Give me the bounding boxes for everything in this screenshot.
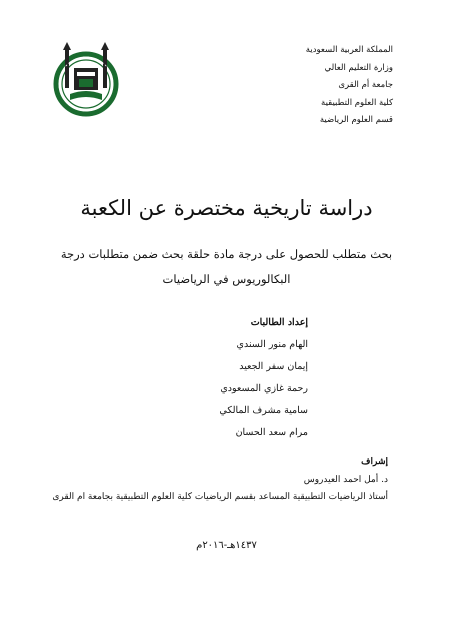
header-line-college: كلية العلوم التطبيقية	[321, 97, 393, 108]
university-logo	[52, 42, 120, 122]
description-line-2: البكالوريوس في الرياضيات	[162, 272, 291, 286]
institution-header	[243, 42, 393, 130]
supervisor-heading: إشراف	[361, 457, 388, 467]
header-line-department: قسم العلوم الرياضية	[319, 115, 393, 125]
header-line-country: المملكة العربية السعودية	[305, 45, 393, 55]
supervisor-name: د. أمل احمد العيدروس	[303, 474, 388, 485]
description-line-1: بحث متطلب للحصول على درجة مادة حلقة بحث ضمن متطلبات درجة	[60, 247, 393, 261]
document-date: ١٤٣٧هـ-٢٠١٦م	[196, 540, 257, 551]
header-line-ministry: وزارة التعليم العالي	[324, 62, 393, 73]
document-title: دراسة تاريخية مختصرة عن الكعبة	[80, 196, 373, 220]
supervisor-block	[30, 454, 388, 507]
students-heading: إعداد الطالبات	[250, 317, 308, 328]
supervisor-title: أستاذ الرياضيات التطبيقية المساعد بقسم الرياضيات كلية العلوم التطبيقية بجامعة ام القرى	[52, 492, 388, 502]
student-name: إيمان سفر الجعيد	[239, 361, 308, 372]
student-name: الهام منور السندي	[236, 339, 308, 350]
header-line-university: جامعة أم القرى	[338, 80, 393, 90]
student-name: رحمة غازي المسعودي	[220, 383, 308, 394]
students-block	[138, 312, 308, 444]
student-name: سامية مشرف المالكي	[219, 405, 308, 416]
student-name: مرام سعد الحسان	[235, 427, 308, 438]
research-description	[50, 242, 403, 292]
